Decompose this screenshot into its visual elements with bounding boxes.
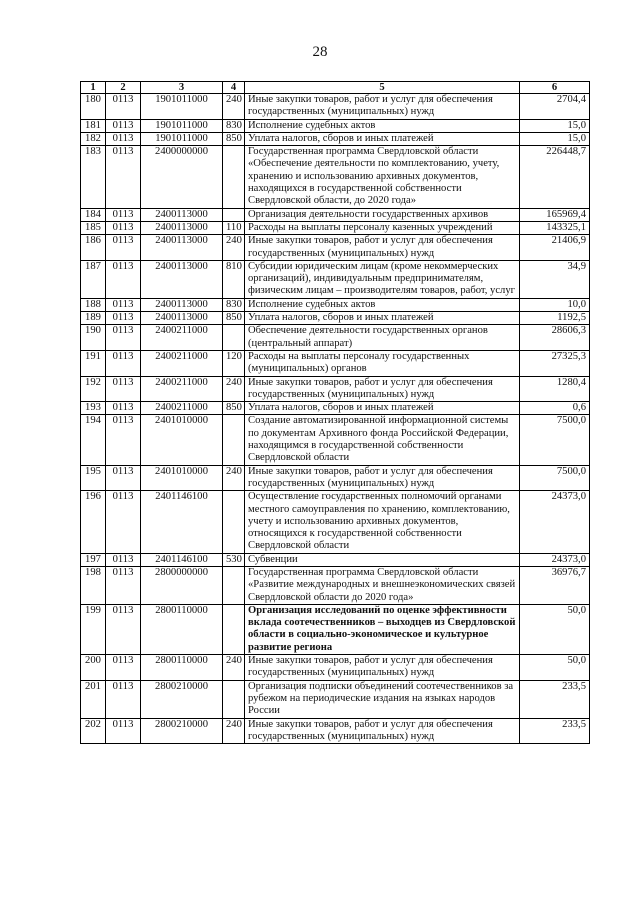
expense-type-cell: 530 bbox=[223, 553, 245, 566]
expense-type-cell: 850 bbox=[223, 132, 245, 145]
row-number-cell: 181 bbox=[81, 119, 106, 132]
target-article-cell: 2401010000 bbox=[141, 415, 223, 465]
row-number-cell: 185 bbox=[81, 221, 106, 234]
table-row bbox=[81, 718, 590, 744]
amount-cell: 36976,7 bbox=[520, 566, 590, 604]
target-article-cell: 2401146100 bbox=[141, 491, 223, 553]
target-article-cell: 2800110000 bbox=[141, 604, 223, 654]
expense-type-cell: 810 bbox=[223, 260, 245, 298]
budget-table bbox=[80, 81, 590, 744]
amount-cell: 143325,1 bbox=[520, 221, 590, 234]
target-article-cell: 2400000000 bbox=[141, 146, 223, 208]
section-code-cell: 0113 bbox=[106, 260, 141, 298]
row-number-cell: 195 bbox=[81, 465, 106, 491]
section-code-cell: 0113 bbox=[106, 350, 141, 376]
expense-type-cell: 120 bbox=[223, 350, 245, 376]
expense-type-cell: 240 bbox=[223, 655, 245, 681]
section-code-cell: 0113 bbox=[106, 235, 141, 261]
item-name-cell: Субсидии юридическим лицам (кроме некоммерческих организаций), индивидуальным предпринимателям, физическим лицам – производителям товаров, работ, услуг bbox=[245, 260, 520, 298]
target-article-cell: 2400211000 bbox=[141, 402, 223, 415]
amount-cell: 7500,0 bbox=[520, 465, 590, 491]
item-name-cell: Организация подписки объединений соотечественников за рубежом на периодические издания на языках народов России bbox=[245, 680, 520, 718]
item-name-cell: Иные закупки товаров, работ и услуг для обеспечения государственных (муниципальных) нужд bbox=[245, 94, 520, 120]
section-code-cell: 0113 bbox=[106, 312, 141, 325]
expense-type-cell: 240 bbox=[223, 718, 245, 744]
table-row bbox=[81, 208, 590, 221]
amount-cell: 226448,7 bbox=[520, 146, 590, 208]
target-article-cell: 2800110000 bbox=[141, 655, 223, 681]
section-code-cell: 0113 bbox=[106, 132, 141, 145]
table-body bbox=[81, 94, 590, 744]
amount-cell: 1280,4 bbox=[520, 376, 590, 402]
section-code-cell: 0113 bbox=[106, 680, 141, 718]
item-name-cell: Расходы на выплаты персоналу государственных (муниципальных) органов bbox=[245, 350, 520, 376]
amount-cell: 34,9 bbox=[520, 260, 590, 298]
row-number-cell: 200 bbox=[81, 655, 106, 681]
target-article-cell: 1901011000 bbox=[141, 132, 223, 145]
item-name-cell: Осуществление государственных полномочий органами местного самоуправления по хранению, комплектованию, учету и использованию архивных документов, относящихся к государственной собственности Свердловской области bbox=[245, 491, 520, 553]
section-code-cell: 0113 bbox=[106, 208, 141, 221]
item-name-cell: Организация исследований по оценке эффективности вклада соотечественников – выходцев из Свердловской области в социально-экономическое и культурное развитие региона bbox=[245, 604, 520, 654]
item-name-cell: Исполнение судебных актов bbox=[245, 119, 520, 132]
row-number-cell: 190 bbox=[81, 325, 106, 351]
table-row bbox=[81, 235, 590, 261]
table-header-row bbox=[81, 82, 590, 94]
table-row bbox=[81, 680, 590, 718]
item-name-cell: Субвенции bbox=[245, 553, 520, 566]
item-name-cell: Обеспечение деятельности государственных органов (центральный аппарат) bbox=[245, 325, 520, 351]
target-article-cell: 2800210000 bbox=[141, 718, 223, 744]
amount-cell: 0,6 bbox=[520, 402, 590, 415]
section-code-cell: 0113 bbox=[106, 298, 141, 311]
target-article-cell: 2400113000 bbox=[141, 208, 223, 221]
row-number-cell: 184 bbox=[81, 208, 106, 221]
item-name-cell: Государственная программа Свердловской области «Обеспечение деятельности по комплектованию, учету, хранению и использованию архивных документов, находящихся в государственной собственности Свердловской области, до 2020 года» bbox=[245, 146, 520, 208]
page-number: 28 bbox=[312, 44, 328, 60]
item-name-cell: Иные закупки товаров, работ и услуг для обеспечения государственных (муниципальных) нужд bbox=[245, 655, 520, 681]
expense-type-cell: 240 bbox=[223, 376, 245, 402]
target-article-cell: 2400113000 bbox=[141, 235, 223, 261]
item-name-cell: Иные закупки товаров, работ и услуг для обеспечения государственных (муниципальных) нужд bbox=[245, 235, 520, 261]
row-number-cell: 192 bbox=[81, 376, 106, 402]
row-number-cell: 202 bbox=[81, 718, 106, 744]
amount-cell: 2704,4 bbox=[520, 94, 590, 120]
expense-type-cell bbox=[223, 566, 245, 604]
target-article-cell: 2800000000 bbox=[141, 566, 223, 604]
table-row bbox=[81, 655, 590, 681]
expense-type-cell: 830 bbox=[223, 119, 245, 132]
row-number-cell: 191 bbox=[81, 350, 106, 376]
amount-cell: 1192,5 bbox=[520, 312, 590, 325]
table-row bbox=[81, 465, 590, 491]
expense-type-cell bbox=[223, 208, 245, 221]
item-name-cell: Государственная программа Свердловской области «Развитие международных и внешнеэкономических связей Свердловской области до 2020 года» bbox=[245, 566, 520, 604]
expense-type-cell: 830 bbox=[223, 298, 245, 311]
row-number-cell: 193 bbox=[81, 402, 106, 415]
column-header: 5 bbox=[245, 82, 520, 94]
expense-type-cell: 110 bbox=[223, 221, 245, 234]
section-code-cell: 0113 bbox=[106, 465, 141, 491]
table-row bbox=[81, 325, 590, 351]
table-row bbox=[81, 94, 590, 120]
item-name-cell: Иные закупки товаров, работ и услуг для обеспечения государственных (муниципальных) нужд bbox=[245, 718, 520, 744]
item-name-cell: Расходы на выплаты персоналу казенных учреждений bbox=[245, 221, 520, 234]
amount-cell: 165969,4 bbox=[520, 208, 590, 221]
expense-type-cell: 240 bbox=[223, 235, 245, 261]
expense-type-cell bbox=[223, 146, 245, 208]
row-number-cell: 189 bbox=[81, 312, 106, 325]
amount-cell: 233,5 bbox=[520, 718, 590, 744]
target-article-cell: 2800210000 bbox=[141, 680, 223, 718]
row-number-cell: 188 bbox=[81, 298, 106, 311]
amount-cell: 10,0 bbox=[520, 298, 590, 311]
target-article-cell: 2400113000 bbox=[141, 260, 223, 298]
amount-cell: 24373,0 bbox=[520, 491, 590, 553]
amount-cell: 27325,3 bbox=[520, 350, 590, 376]
section-code-cell: 0113 bbox=[106, 402, 141, 415]
item-name-cell: Уплата налогов, сборов и иных платежей bbox=[245, 402, 520, 415]
table-row bbox=[81, 146, 590, 208]
amount-cell: 24373,0 bbox=[520, 553, 590, 566]
section-code-cell: 0113 bbox=[106, 146, 141, 208]
row-number-cell: 194 bbox=[81, 415, 106, 465]
row-number-cell: 182 bbox=[81, 132, 106, 145]
row-number-cell: 197 bbox=[81, 553, 106, 566]
amount-cell: 21406,9 bbox=[520, 235, 590, 261]
section-code-cell: 0113 bbox=[106, 221, 141, 234]
item-name-cell: Создание автоматизированной информационной системы по документам Архивного фонда Российской Федерации, находящимся в государственной собственности Свердловской области bbox=[245, 415, 520, 465]
table-row bbox=[81, 604, 590, 654]
target-article-cell: 2401010000 bbox=[141, 465, 223, 491]
table-row bbox=[81, 553, 590, 566]
table-row bbox=[81, 491, 590, 553]
section-code-cell: 0113 bbox=[106, 94, 141, 120]
section-code-cell: 0113 bbox=[106, 718, 141, 744]
table-row bbox=[81, 566, 590, 604]
section-code-cell: 0113 bbox=[106, 604, 141, 654]
target-article-cell: 2400113000 bbox=[141, 312, 223, 325]
amount-cell: 15,0 bbox=[520, 119, 590, 132]
row-number-cell: 199 bbox=[81, 604, 106, 654]
column-header: 6 bbox=[520, 82, 590, 94]
target-article-cell: 2400211000 bbox=[141, 376, 223, 402]
amount-cell: 233,5 bbox=[520, 680, 590, 718]
row-number-cell: 186 bbox=[81, 235, 106, 261]
target-article-cell: 1901011000 bbox=[141, 94, 223, 120]
amount-cell: 50,0 bbox=[520, 655, 590, 681]
target-article-cell: 2400113000 bbox=[141, 298, 223, 311]
expense-type-cell: 240 bbox=[223, 94, 245, 120]
column-header: 4 bbox=[223, 82, 245, 94]
item-name-cell: Исполнение судебных актов bbox=[245, 298, 520, 311]
amount-cell: 7500,0 bbox=[520, 415, 590, 465]
target-article-cell: 2400211000 bbox=[141, 325, 223, 351]
section-code-cell: 0113 bbox=[106, 415, 141, 465]
section-code-cell: 0113 bbox=[106, 491, 141, 553]
expense-type-cell: 850 bbox=[223, 312, 245, 325]
table-row bbox=[81, 350, 590, 376]
item-name-cell: Уплата налогов, сборов и иных платежей bbox=[245, 132, 520, 145]
section-code-cell: 0113 bbox=[106, 119, 141, 132]
row-number-cell: 183 bbox=[81, 146, 106, 208]
expense-type-cell: 240 bbox=[223, 465, 245, 491]
table-row bbox=[81, 415, 590, 465]
section-code-cell: 0113 bbox=[106, 566, 141, 604]
expense-type-cell bbox=[223, 680, 245, 718]
table-row bbox=[81, 132, 590, 145]
item-name-cell: Организация деятельности государственных архивов bbox=[245, 208, 520, 221]
table-row bbox=[81, 221, 590, 234]
expense-type-cell bbox=[223, 415, 245, 465]
section-code-cell: 0113 bbox=[106, 325, 141, 351]
table-row bbox=[81, 312, 590, 325]
expense-type-cell: 850 bbox=[223, 402, 245, 415]
table-row bbox=[81, 376, 590, 402]
target-article-cell: 2401146100 bbox=[141, 553, 223, 566]
row-number-cell: 196 bbox=[81, 491, 106, 553]
table-row bbox=[81, 402, 590, 415]
item-name-cell: Иные закупки товаров, работ и услуг для обеспечения государственных (муниципальных) нужд bbox=[245, 376, 520, 402]
row-number-cell: 201 bbox=[81, 680, 106, 718]
table-row bbox=[81, 298, 590, 311]
row-number-cell: 198 bbox=[81, 566, 106, 604]
expense-type-cell bbox=[223, 325, 245, 351]
row-number-cell: 187 bbox=[81, 260, 106, 298]
section-code-cell: 0113 bbox=[106, 376, 141, 402]
section-code-cell: 0113 bbox=[106, 655, 141, 681]
expense-type-cell bbox=[223, 604, 245, 654]
target-article-cell: 1901011000 bbox=[141, 119, 223, 132]
item-name-cell: Уплата налогов, сборов и иных платежей bbox=[245, 312, 520, 325]
target-article-cell: 2400113000 bbox=[141, 221, 223, 234]
item-name-cell: Иные закупки товаров, работ и услуг для обеспечения государственных (муниципальных) нужд bbox=[245, 465, 520, 491]
section-code-cell: 0113 bbox=[106, 553, 141, 566]
amount-cell: 50,0 bbox=[520, 604, 590, 654]
amount-cell: 28606,3 bbox=[520, 325, 590, 351]
target-article-cell: 2400211000 bbox=[141, 350, 223, 376]
expense-type-cell bbox=[223, 491, 245, 553]
table-row bbox=[81, 119, 590, 132]
column-header: 2 bbox=[106, 82, 141, 94]
row-number-cell: 180 bbox=[81, 94, 106, 120]
table-row bbox=[81, 260, 590, 298]
amount-cell: 15,0 bbox=[520, 132, 590, 145]
column-header: 3 bbox=[141, 82, 223, 94]
column-header: 1 bbox=[81, 82, 106, 94]
